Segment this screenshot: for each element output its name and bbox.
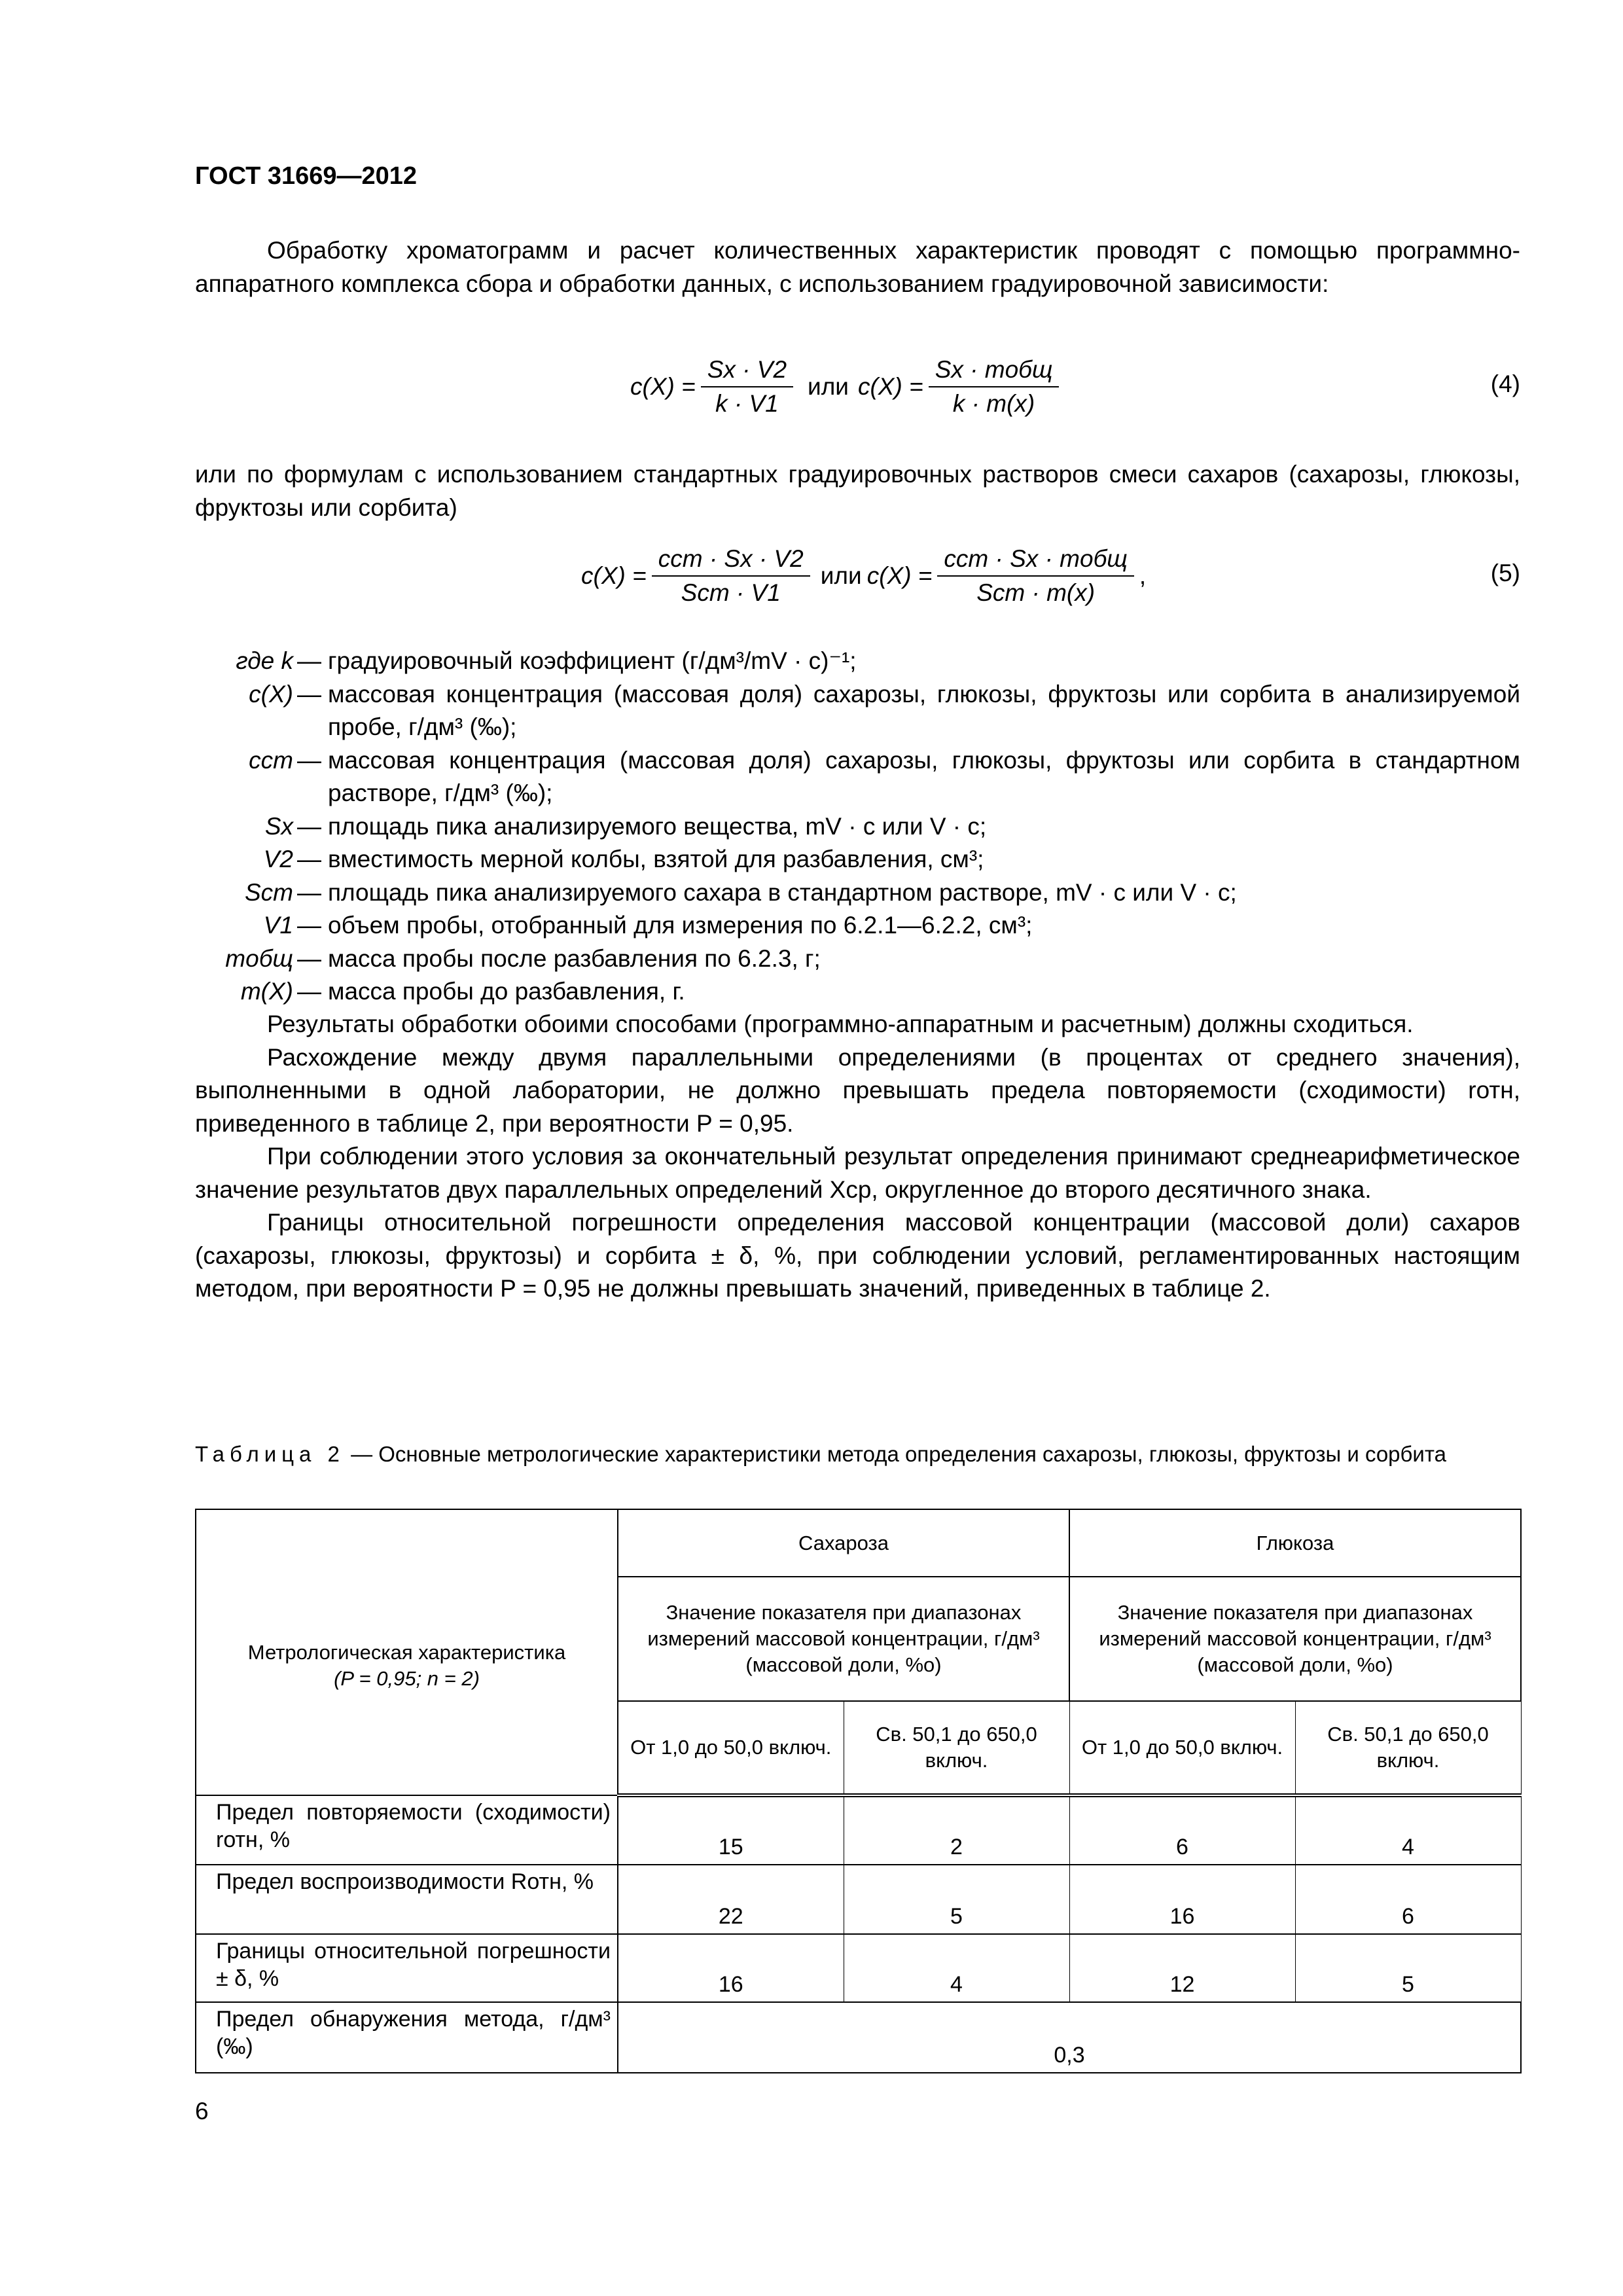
cell: 6 xyxy=(1295,1865,1521,1934)
definition-symbol: c(X) xyxy=(249,680,293,708)
cell: 2 xyxy=(844,1795,1069,1865)
definition-dash: — xyxy=(297,812,321,840)
fraction-denominator: k · m(x) xyxy=(952,390,1035,417)
mid-paragraph xyxy=(195,458,1520,524)
range-cell: Св. 50,1 до 650,0 включ. xyxy=(1295,1701,1521,1795)
mid-text: или по формулам с использованием стандартных градуировочных растворов смеси сахаров (сахарозы, глюкозы, фруктозы или сорбита) xyxy=(195,461,1520,521)
table-caption-text: — Основные метрологические характеристики метода определения сахарозы, глюкозы, фруктозы и сорбита xyxy=(344,1442,1446,1466)
table-row xyxy=(196,1795,1521,1865)
row-label: Предел обнаружения метода, г/дм³ (‰) xyxy=(196,2002,618,2073)
definition-symbol: m(X) xyxy=(240,978,293,1005)
definition-item xyxy=(195,975,1520,1009)
definition-item xyxy=(195,942,1520,976)
definitions-list xyxy=(195,645,1520,1009)
formula-lhs: c(X) = xyxy=(630,373,696,400)
cell: 5 xyxy=(844,1865,1069,1934)
table-row xyxy=(196,1934,1521,2002)
document-header: ГОСТ 31669—2012 xyxy=(195,162,418,190)
table-row xyxy=(196,2002,1521,2073)
range-header: Значение показателя при диапазонах измерений массовой концентрации, г/дм³ (массовой доли, %о) xyxy=(1069,1577,1521,1701)
fraction-numerator: Sx · mобщ xyxy=(929,356,1060,387)
table-caption xyxy=(195,1440,1520,1468)
row-label: Границы относительной погрешности ± δ, % xyxy=(196,1934,618,2002)
definition-dash: — xyxy=(297,846,321,872)
range-cell: От 1,0 до 50,0 включ. xyxy=(1069,1701,1295,1795)
fraction-denominator: k · V1 xyxy=(715,390,779,417)
formula-5 xyxy=(195,533,1520,619)
page-number: 6 xyxy=(195,2098,209,2125)
definition-text: вместимость мерной колбы, взятой для разбавления, см³; xyxy=(328,846,984,872)
table-caption-label: Таблица 2 xyxy=(195,1442,345,1466)
cell: 22 xyxy=(618,1865,844,1934)
fraction-numerator: Sx · V2 xyxy=(701,356,793,387)
formula-or: или xyxy=(808,373,849,400)
definition-dash: — xyxy=(297,746,321,774)
fraction-denominator: Sст · V1 xyxy=(681,579,781,606)
range-cell: Св. 50,1 до 650,0 включ. xyxy=(844,1701,1069,1795)
definition-item xyxy=(195,744,1520,810)
equation-number: (4) xyxy=(1490,370,1520,397)
cell: 6 xyxy=(1069,1795,1295,1865)
definition-symbol: Sx xyxy=(264,812,293,840)
definition-text: масса пробы до разбавления, г. xyxy=(328,978,685,1005)
definition-symbol: Sст xyxy=(245,878,293,906)
table-row xyxy=(196,1865,1521,1934)
definition-text: объем пробы, отобранный для измерения по 6.2.1—6.2.2, см³; xyxy=(328,912,1033,939)
definition-item xyxy=(195,876,1520,910)
paragraph: При соблюдении этого условия за окончательный результат определения принимают среднеарифметическое значение результатов двух параллельных определений Xср, округленное до второго десятичного знака. xyxy=(195,1143,1520,1203)
definition-dash: — xyxy=(297,912,321,939)
fraction-denominator: Sст · m(x) xyxy=(976,579,1096,606)
definition-item xyxy=(195,843,1520,876)
definition-text: градуировочный коэффициент (г/дм³/mV · с)⁻¹; xyxy=(328,647,857,674)
definition-symbol: V2 xyxy=(263,846,293,872)
cell: 16 xyxy=(1069,1865,1295,1934)
definition-dash: — xyxy=(297,978,321,1005)
definition-text: массовая концентрация (массовая доля) сахарозы, глюкозы, фруктозы или сорбита в анализируемой пробе, г/дм³ (‰); xyxy=(328,680,1520,740)
cell: 16 xyxy=(618,1934,844,2002)
group-header-glucose: Глюкоза xyxy=(1069,1509,1521,1577)
metrology-table xyxy=(195,1509,1522,2073)
definition-dash: — xyxy=(297,878,321,906)
merged-cell: 0,3 xyxy=(618,2002,1521,2073)
fraction-numerator: cст · Sx · mобщ xyxy=(937,545,1133,577)
cell: 12 xyxy=(1069,1934,1295,2002)
definition-symbol: V1 xyxy=(263,912,293,939)
definition-text: масса пробы после разбавления по 6.2.3, г; xyxy=(328,944,821,972)
formula-4 xyxy=(195,344,1520,429)
row-label: Предел воспроизводимости Rотн, % xyxy=(196,1865,618,1934)
formula-tail: , xyxy=(1139,562,1147,589)
definition-item xyxy=(195,678,1520,744)
definition-symbol: где k xyxy=(236,647,293,674)
cell: 4 xyxy=(844,1934,1069,2002)
formula-lhs: c(X) = xyxy=(581,562,647,589)
equation-number: (5) xyxy=(1490,560,1520,586)
row-label: Предел повторяемости (сходимости) rотн, % xyxy=(196,1795,618,1865)
formula-lhs: c(X) = xyxy=(866,562,933,589)
definition-text: площадь пика анализируемого сахара в стандартном растворе, mV · c или V · c; xyxy=(328,878,1237,906)
fraction-numerator: cст · Sx · V2 xyxy=(652,545,810,577)
cell: 15 xyxy=(618,1795,844,1865)
definition-dash: — xyxy=(297,680,321,708)
definition-item xyxy=(195,909,1520,942)
definition-text: площадь пика анализируемого вещества, mV · c или V · c; xyxy=(328,812,987,840)
intro-text: Обработку хроматограмм и расчет количественных характеристик проводят с помощью программно-аппаратного комплекса сбора и обработки данных, с использованием градуировочной зависимости: xyxy=(195,237,1520,297)
definition-symbol: mобщ xyxy=(225,944,293,972)
definition-text: массовая концентрация (массовая доля) сахарозы, глюкозы, фруктозы или сорбита в стандартном растворе, г/дм³ (‰); xyxy=(328,746,1520,806)
results-paragraphs xyxy=(195,1008,1520,1306)
range-cell: От 1,0 до 50,0 включ. xyxy=(618,1701,844,1795)
definition-symbol: cст xyxy=(249,746,293,774)
formula-lhs: c(X) = xyxy=(857,373,923,400)
definition-dash: — xyxy=(297,944,321,972)
paragraph: Границы относительной погрешности определения массовой концентрации (массовой доли) сахаров (сахарозы, глюкозы, фруктозы) и сорбита ± δ, %, при соблюдении условий, регламентированных настоящим методом, при вероятности P = 0,95 не должны превышать значений, приведенных в таблице 2. xyxy=(195,1209,1520,1302)
definition-dash: — xyxy=(297,647,321,674)
intro-paragraph xyxy=(195,234,1520,300)
definition-item xyxy=(195,645,1520,678)
paragraph: Результаты обработки обоими способами (программно-аппаратным и расчетным) должны сходиться. xyxy=(267,1011,1414,1037)
formula-or: или xyxy=(820,562,862,589)
group-header-sucrose: Сахароза xyxy=(618,1509,1069,1577)
cell: 4 xyxy=(1295,1795,1521,1865)
range-header: Значение показателя при диапазонах измерений массовой концентрации, г/дм³ (массовой доли, %о) xyxy=(618,1577,1069,1701)
definition-item xyxy=(195,810,1520,844)
cell: 5 xyxy=(1295,1934,1521,2002)
column-header-characteristic xyxy=(196,1509,618,1795)
header-subtext: (P = 0,95; n = 2) xyxy=(334,1666,480,1690)
paragraph: Расхождение между двумя параллельными определениями (в процентах от среднего значения), выполненными в одной лаборатории, не должно превышать предела повторяемости (сходимости) rотн, приведенного в таблице 2, при вероятности P = 0,95. xyxy=(195,1043,1520,1137)
header-text: Метрологическая характеристика xyxy=(247,1640,566,1664)
